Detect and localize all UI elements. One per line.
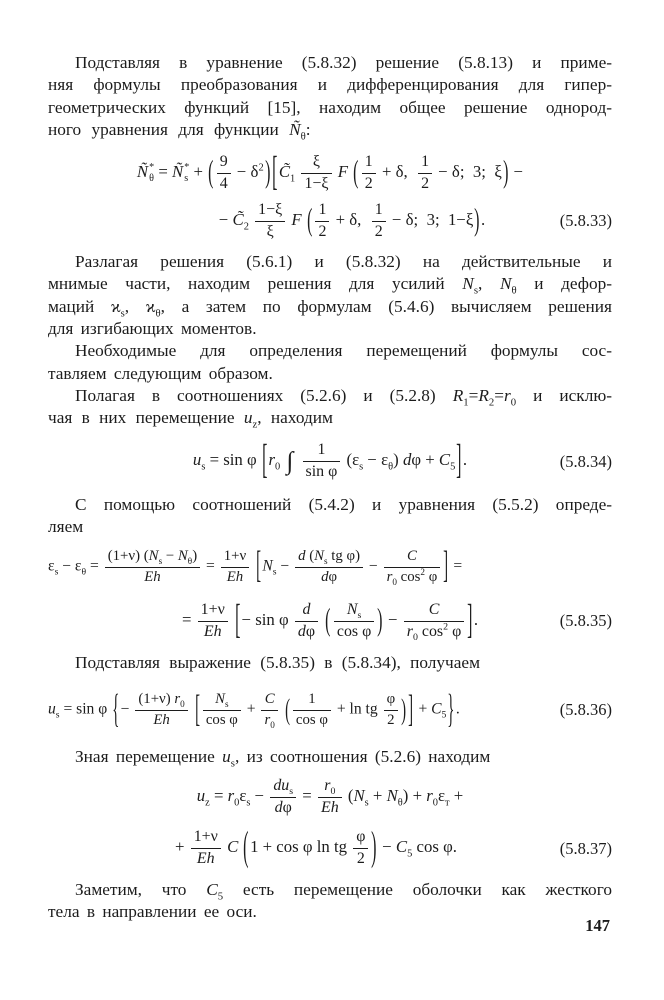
equation-math: $\varepsilon_s - \varepsilon_\theta$ = $\frac{(1+\nu) (N_s - N_\theta)}{Eh}$ = $\frac{1+\nu}{Eh}$ [$N_s$ − $\frac{d (N_s tg \varphi)}{d\varphi}$ − $\frac{C}{r_0 \cos^2 \varphi}$ ] =: [48, 545, 463, 588]
equation-line: [48, 540, 612, 594]
equation-line: [48, 435, 612, 489]
paragraph-assuming: [48, 385, 612, 430]
equation-line: [48, 197, 612, 245]
page-number: 147: [585, 916, 610, 935]
equation-line: [48, 680, 612, 740]
equation-number: (5.8.36): [559, 700, 612, 720]
equation-math: Ñ * θ = Ñ * s + ( $\frac{9}{4}$ − $\delta^2$) [$C̃_1$ $\frac{\xi}{1-\xi}$ F ( $\frac{1}{2}$ + δ, $\frac{1}{2}$ − δ; 3; ξ) −: [136, 147, 524, 195]
text-line: ного уравнения для функции $Ñ_\theta$:: [48, 119, 311, 143]
paragraph-knowing: [48, 746, 612, 768]
equation-line: [48, 773, 612, 823]
equation-number: (5.8.33): [559, 211, 612, 231]
equation-line: [48, 823, 612, 875]
paragraph-note: [48, 879, 612, 924]
text-line: геометрических функций [15], находим общее решение однород-: [48, 97, 612, 117]
equation-5-8-33: [48, 149, 612, 245]
text-line: няя формулы преобразования и дифференцирования для гипер-: [48, 75, 612, 95]
equation-5-8-37: [48, 773, 612, 875]
text-line: Подставляя выражение (5.8.35) в (5.8.34), получаем: [75, 653, 481, 673]
equation-number: (5.8.35): [559, 611, 612, 631]
paragraph-relations: [48, 494, 612, 539]
text-line: Полагая в соотношениях (5.2.6) и (5.2.8) $R_1=R_2=r_0$ и исклю-: [75, 385, 612, 409]
equation-number: (5.8.34): [559, 451, 612, 471]
equation-line: [48, 594, 612, 648]
equation-math: = $\frac{1+\nu}{Eh}$ [− sin φ $\frac{d}{d\varphi}$ ( $\frac{N_s}{\text{cos φ}}$ ) − $\frac{C}{r_0 \cos^2 \varphi}$ ].: [181, 595, 479, 643]
text-line: Зная перемещение $u_s$, из соотношения (5.2.6) находим: [75, 747, 491, 770]
paragraph-formulas: [48, 340, 612, 385]
text-line: ляем: [48, 516, 84, 536]
text-line: Заметим, что $C_5$ есть перемещение оболочки как жесткого: [75, 879, 612, 903]
text-line: чая в них перемещение $u_z$, находим: [48, 408, 333, 431]
text-line: Подставляя в уравнение (5.8.32) решение (5.8.13) и приме-: [75, 53, 612, 72]
equation-5-8-35: [48, 540, 612, 648]
equation-math: − $C̃_2$ $\frac{1-\xi}{\xi}$ F ( $\frac{1}{2}$ + δ, $\frac{1}{2}$ − δ; 3; 1−ξ).: [218, 200, 486, 240]
paragraph-decompose: [48, 251, 612, 340]
paragraph-substituting: [48, 652, 612, 674]
text-line: Разлагая решения (5.6.1) и (5.8.32) на действительные и: [75, 252, 612, 272]
equation-math: $u_z = r_0\varepsilon_s$ − $du_s$ dφ = $\frac{r_0}{Eh}$ $(N_s + N_\theta) + r_0\varepsilon_т$ +: [196, 777, 464, 817]
equation-number: (5.8.37): [559, 838, 612, 858]
equation-5-8-36: [48, 680, 612, 740]
text-line: для изгибающих моментов.: [48, 319, 257, 339]
equation-5-8-34: [48, 435, 612, 489]
equation-math: $u_s = \sin \varphi$ [$r_0$ ∫ $\frac{1}{\text{sin φ}}$ $(\varepsilon_s - \varepsilon_\theta) d\varphi + C_5$].: [192, 436, 468, 483]
equation-line: [48, 149, 612, 197]
equation-math: + $\frac{1+\nu}{Eh}$ C (1 + cos φ ln tg $\frac{\varphi}{2}$ ) − $C_5$ cos φ.: [175, 823, 457, 870]
equation-math: $u_s = \sin \varphi$ {− $\frac{(1+\nu) r_0}{Eh}$ [ $\frac{N_s}{\text{cos φ}}$ + $\frac{C}{r_0}$ ( $\frac{1}{\text{cos φ}}$ + ln tg $\frac{\varphi}{2}$ ) ] + $C_5$}.: [48, 687, 460, 732]
text-line: С помощью соотношений (5.4.2) и уравнения (5.5.2) опреде-: [75, 494, 612, 514]
text-line: маций $ϰ_s$, $ϰ_\theta$, а затем по формулам (5.4.6) вычисляем решения: [48, 296, 612, 320]
paragraph-intro: [48, 52, 612, 141]
text-line: мнимые части, находим решения для усилий $N_s$, $N_\theta$ и дефор-: [48, 274, 612, 297]
text-line: Необходимые для определения перемещений формулы сос-: [75, 341, 612, 361]
text-line: тела в направлении ее оси.: [48, 902, 257, 922]
text-line: тавляем следующим образом.: [48, 363, 273, 383]
